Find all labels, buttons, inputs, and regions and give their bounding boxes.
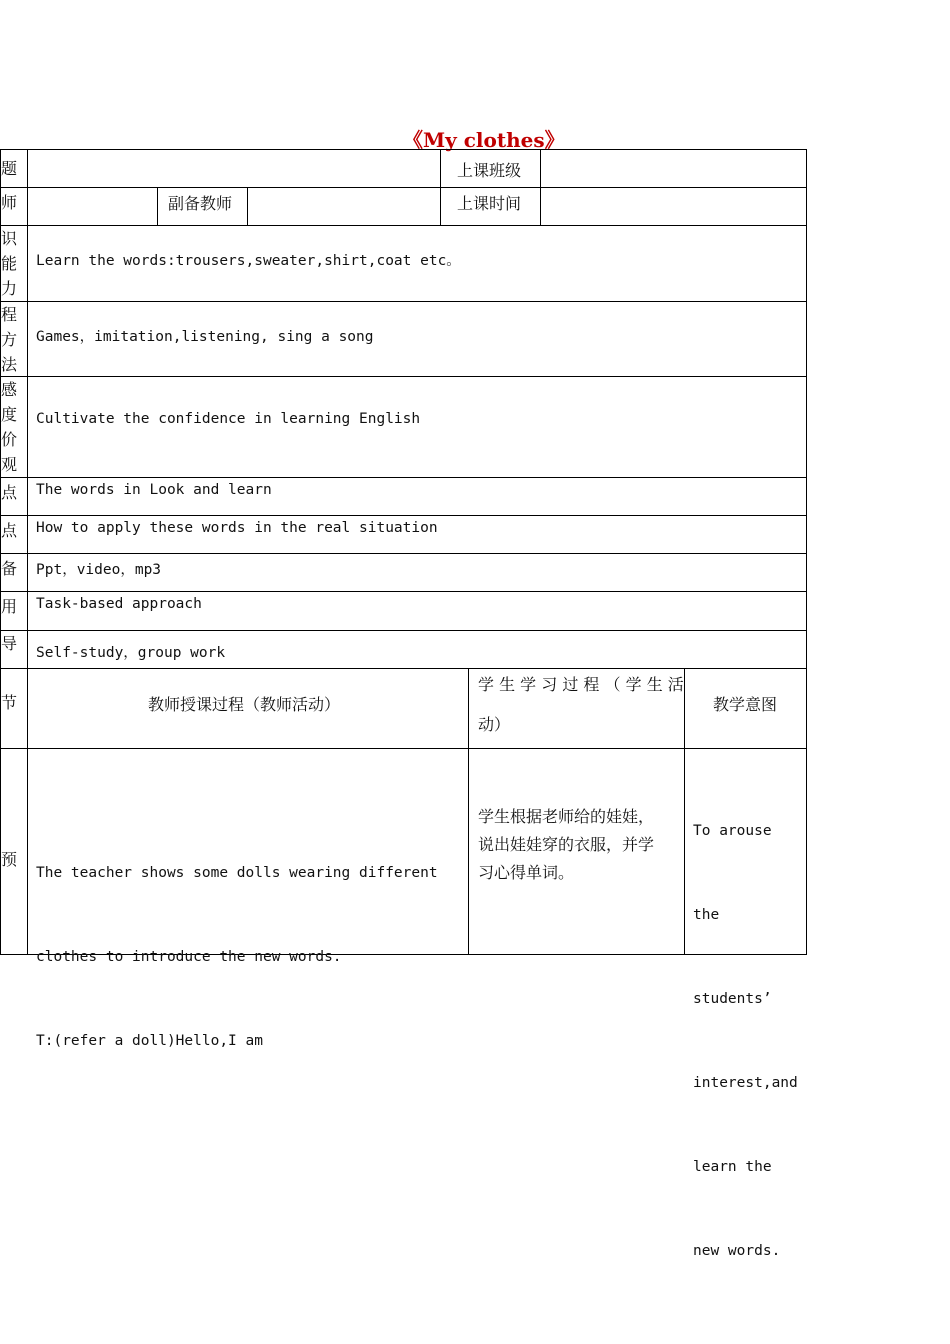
student-activity-text: 学生根据老师给的娃娃， 说出娃娃穿的衣服，并学 习心得单词。 <box>478 807 655 882</box>
teacher-activity-header: 教师授课过程（教师活动） <box>148 695 341 714</box>
process-side-cell <box>1 302 28 377</box>
knowledge-cell <box>28 226 807 302</box>
process-cell <box>28 302 807 377</box>
row2-side-label: 师 <box>1 193 18 212</box>
intent-cell <box>685 749 807 1259</box>
teacher-activity-header-cell <box>28 669 469 749</box>
method-cell <box>28 592 807 631</box>
preview-side-cell <box>1 749 28 955</box>
process-text: Games，imitation,listening, sing a song <box>36 329 374 345</box>
intent-header-cell <box>685 669 807 749</box>
key-point-side-cell <box>1 478 28 516</box>
emotion-side-cell <box>1 377 28 478</box>
header-side-cell <box>1 669 28 749</box>
teacher-value-cell <box>28 188 158 226</box>
guide-cell <box>28 631 807 669</box>
class-value-cell <box>541 150 807 188</box>
key-point-side-label: 点 <box>1 483 18 502</box>
knowledge-side-label: 识 能 力 <box>1 229 18 298</box>
method-side-label: 用 <box>1 597 18 616</box>
process-side-label: 程 方 法 <box>1 305 18 374</box>
lesson-plan-table <box>0 149 807 1259</box>
prep-side-label: 备 <box>1 559 18 578</box>
guide-text: Self-study，group work <box>36 645 226 661</box>
emotion-text: Cultivate the confidence in learning English <box>36 411 421 427</box>
intent-header: 教学意图 <box>713 695 778 714</box>
header-side-label: 节 <box>1 693 18 712</box>
row1-side-label: 题 <box>1 159 18 178</box>
co-teacher-label: 副备教师 <box>168 194 233 213</box>
co-teacher-value-cell <box>248 188 441 226</box>
difficult-point-text: How to apply these words in the real situation <box>36 520 438 536</box>
co-teacher-label-cell <box>158 188 248 226</box>
student-activity-cell <box>469 749 685 955</box>
method-text: Task-based approach <box>36 596 202 612</box>
class-label-cell <box>441 150 541 188</box>
preview-side-label: 预 <box>1 850 18 869</box>
student-activity-header-line1: 学 生 学 习 过 程 （ 学 生 活 <box>478 675 684 694</box>
guide-side-cell <box>1 631 28 669</box>
page-title: 《My clothes》 <box>403 128 565 152</box>
row1-side-cell <box>1 150 28 188</box>
difficult-point-cell <box>28 516 807 554</box>
knowledge-text: Learn the words:trousers,sweater,shirt,coat etc。 <box>36 253 461 269</box>
topic-cell <box>28 150 441 188</box>
time-value-cell <box>541 188 807 226</box>
student-activity-header-line2: 动） <box>478 715 511 734</box>
key-point-text: The words in Look and learn <box>36 482 272 498</box>
intent-text: To arouse the students’ interest,and learn the new words. <box>693 823 798 1259</box>
key-point-cell <box>28 478 807 516</box>
student-activity-header-cell <box>469 669 685 749</box>
prep-cell <box>28 554 807 592</box>
teacher-activity-text: The teacher shows some dolls wearing different clothes to introduce the new words. T:(refer a doll)Hello,I am <box>36 865 438 1049</box>
emotion-side-label: 感 度 价 观 <box>1 380 18 474</box>
time-label-cell <box>441 188 541 226</box>
difficult-point-side-label: 点 <box>1 521 18 540</box>
difficult-point-side-cell <box>1 516 28 554</box>
prep-text: Ppt，video，mp3 <box>36 562 162 578</box>
method-side-cell <box>1 592 28 631</box>
class-label: 上课班级 <box>457 161 522 180</box>
guide-side-label: 导 <box>1 634 18 653</box>
knowledge-side-cell <box>1 226 28 302</box>
emotion-cell <box>28 377 807 478</box>
teacher-activity-cell <box>28 749 469 1049</box>
time-label: 上课时间 <box>457 194 522 213</box>
row2-side-cell <box>1 188 28 226</box>
prep-side-cell <box>1 554 28 592</box>
